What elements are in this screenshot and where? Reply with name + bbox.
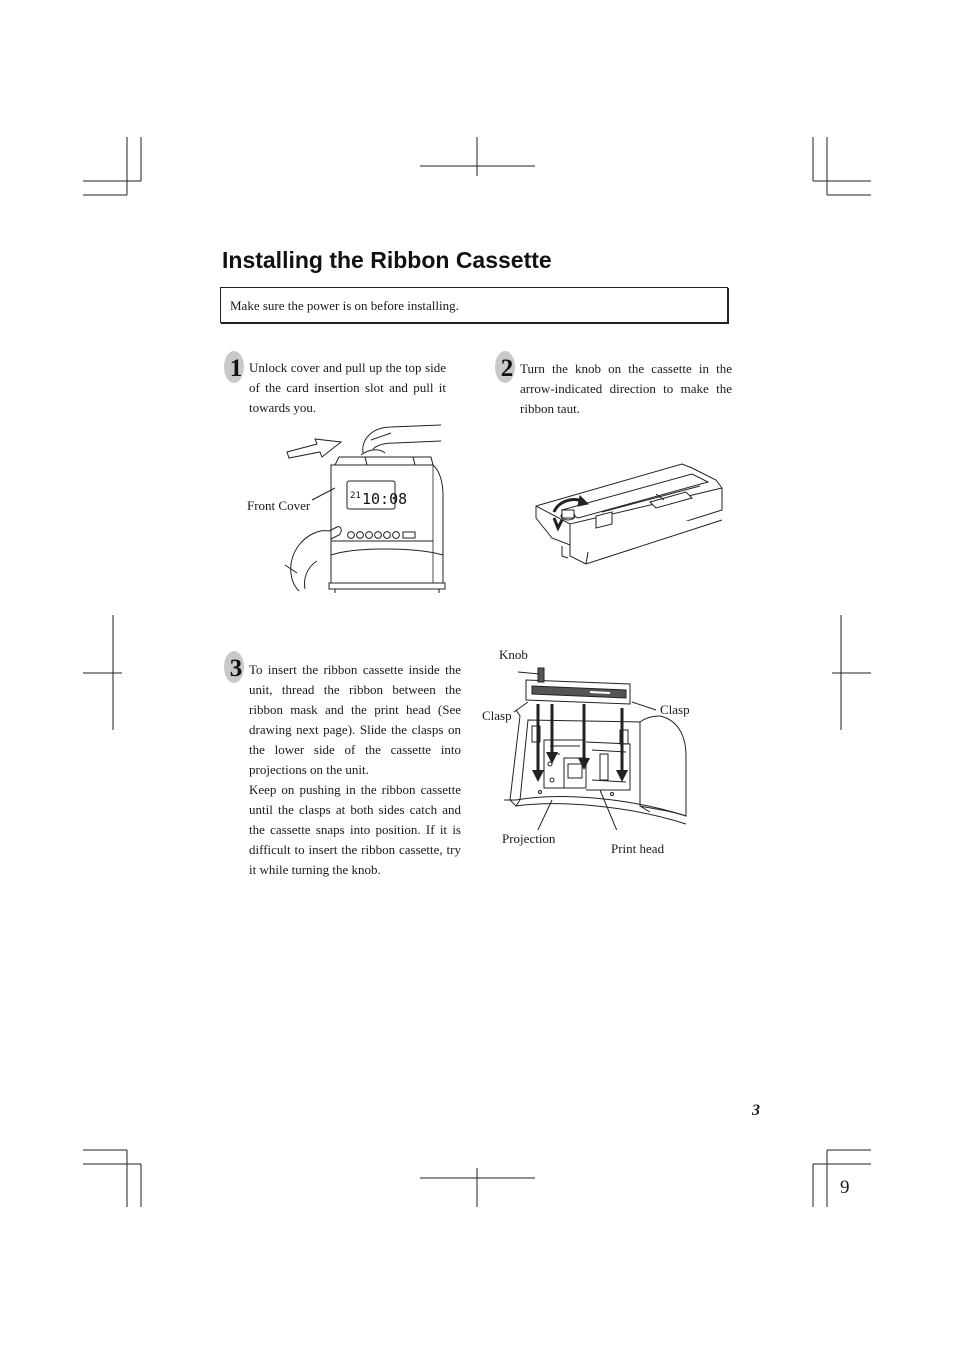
step-3-text <box>249 660 461 880</box>
figure-ribbon-cassette <box>532 458 728 568</box>
section-page-number: 3 <box>752 1102 760 1119</box>
step-1-number: 1 <box>229 355 243 382</box>
step-3-text-part1: To insert the ribbon cassette inside the unit, thread the ribbon between the ribbon mask and the print head (See drawing next page). Slide the clasps on the lower side of the cassette into projections on the unit. <box>249 662 461 777</box>
step-2-text: Turn the knob on the cassette in the arrow-indicated direction to make the ribbon taut. <box>520 361 732 416</box>
step-2-number-badge <box>493 350 519 384</box>
step-1-number-badge <box>222 350 248 384</box>
label-knob: Knob <box>499 647 528 662</box>
step-3-number-badge <box>222 650 248 684</box>
step-3-number: 3 <box>229 655 243 682</box>
label-print-head: Print head <box>611 841 665 856</box>
notice-text: Make sure the power is on before installing. <box>230 298 459 313</box>
label-clasp-right: Clasp <box>660 702 690 717</box>
display-date: 21 <box>350 491 361 501</box>
step-1-text: Unlock cover and pull up the top side of the card insertion slot and pull it towards you. <box>249 360 446 415</box>
step-2-number: 2 <box>500 355 514 382</box>
label-front-cover: Front Cover <box>247 498 311 513</box>
page-number: 9 <box>840 1177 850 1198</box>
display-time: 10:08 <box>362 490 408 508</box>
page-title: Installing the Ribbon Cassette <box>222 247 552 273</box>
figure-insert-cassette <box>480 660 695 830</box>
notice-box <box>220 287 728 323</box>
label-clasp-left: Clasp <box>482 708 512 723</box>
label-projection: Projection <box>502 831 556 846</box>
step-3-text-part2: Keep on pushing in the ribbon cassette until the clasps at both sides catch and the cassette snaps into position. If it is difficult to insert the ribbon cassette, try it while turning the knob. <box>249 782 461 877</box>
